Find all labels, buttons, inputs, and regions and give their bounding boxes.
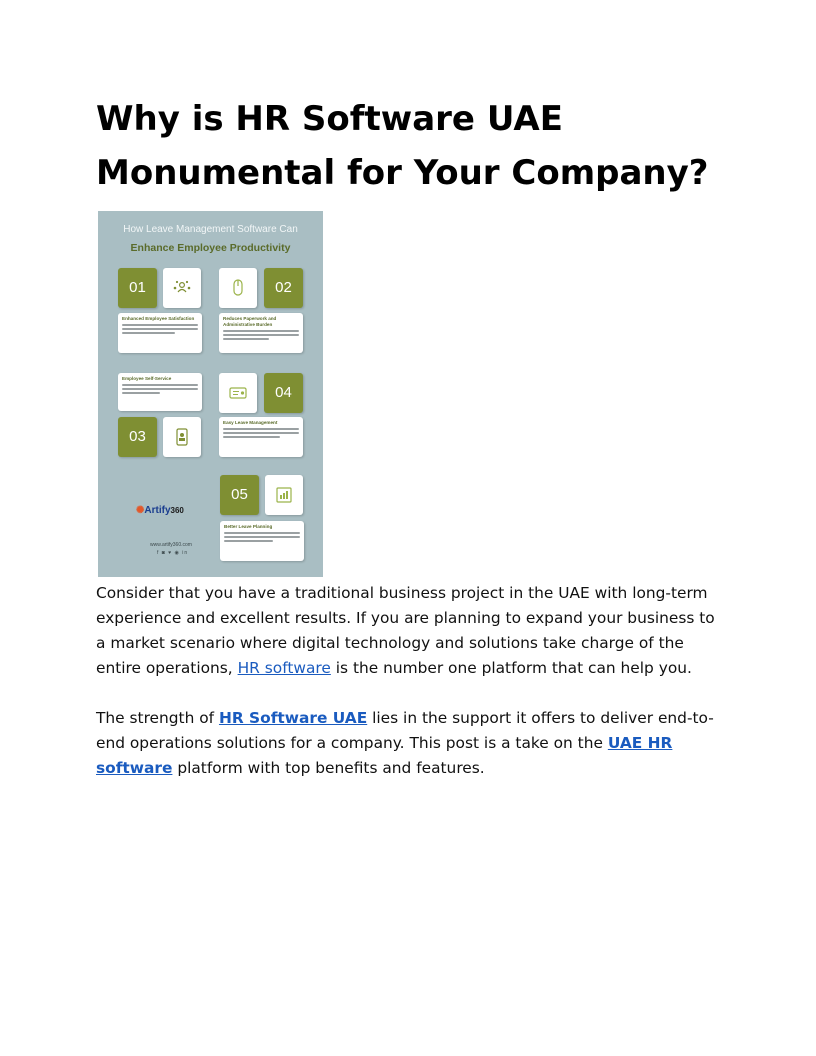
step-heading-05: Better Leave Planning [224, 524, 273, 529]
text-line [224, 540, 273, 542]
step-icon-box-03 [163, 417, 201, 457]
text-line [223, 432, 299, 434]
social-icons: f ◙ ♥ ◉ in [157, 550, 189, 556]
text-line [224, 536, 300, 538]
step-text-box-01 [118, 313, 202, 353]
text-line [223, 338, 269, 340]
step-icon-box-01 [163, 268, 201, 308]
paragraph-text: platform with top benefits and features. [172, 759, 485, 777]
infographic-image [98, 211, 323, 577]
text-line [122, 384, 198, 386]
step-icon-box-02 [219, 268, 257, 308]
infographic-website: www.artify360.com [150, 542, 192, 548]
page-title [96, 92, 736, 200]
paragraph-text: is the number one platform that can help you. [330, 659, 692, 677]
text-line [122, 324, 198, 326]
strength-paragraph [96, 706, 726, 781]
infographic-title-line-2: Enhance Employee Productivity [130, 242, 291, 254]
paragraph-text: Consider that you have a traditional business project in the UAE with long-term experience and excellent results. If you are planning to expand your business to a market scenario where digital technology and solutions take charge of the entire operations, [96, 584, 715, 677]
text-line [224, 532, 300, 534]
text-line [223, 436, 280, 438]
paragraph-text: lies in the support it offers to deliver end-to-end operations solutions for a company. This post is a take on the [96, 709, 714, 752]
text-line [122, 392, 160, 394]
mouse-icon [228, 278, 248, 298]
text-line [122, 328, 198, 330]
paragraph-text: The strength of [96, 709, 219, 727]
step-number-03: 03 [118, 417, 157, 457]
step-number-05: 05 [220, 475, 259, 515]
step-text-box-05 [220, 521, 304, 561]
uae-hr-software-link[interactable]: UAE HR software [96, 734, 673, 777]
step-heading-03: Employee Self-Service [122, 376, 172, 381]
step-heading-02: Reduces Paperwork and Administrative Burden [223, 316, 277, 327]
mobile-profile-icon [172, 427, 192, 447]
text-line [122, 388, 198, 390]
text-line [122, 332, 175, 334]
people-network-icon [172, 278, 192, 298]
intro-paragraph [96, 581, 726, 681]
id-card-icon [228, 383, 248, 403]
step-number-04: 04 [264, 373, 303, 413]
step-text-box-03 [118, 373, 202, 411]
artify-logo [136, 505, 184, 516]
logo-mark-icon: ✺ [136, 505, 145, 516]
step-heading-04: Easy Leave Management [223, 420, 278, 425]
step-text-box-04 [219, 417, 303, 457]
text-line [223, 334, 299, 336]
text-line [223, 330, 299, 332]
infographic-title-line-1: How Leave Management Software Can [123, 224, 298, 235]
text-line [223, 428, 299, 430]
step-text-box-02 [219, 313, 303, 353]
hr-software-link[interactable]: HR software [237, 659, 331, 677]
step-heading-01: Enhanced Employee Satisfaction [122, 316, 195, 321]
logo-number: 360 [170, 506, 184, 515]
hr-software-uae-link[interactable]: HR Software UAE [218, 709, 368, 727]
page-title-line-1: Why is HR Software UAE [96, 99, 563, 139]
step-icon-box-05 [265, 475, 303, 515]
step-number-02: 02 [264, 268, 303, 308]
logo-text: Artify [144, 505, 171, 516]
step-number-01: 01 [118, 268, 157, 308]
step-icon-box-04 [219, 373, 257, 413]
page-title-line-2: Monumental for Your Company? [96, 153, 709, 193]
chart-document-icon [274, 485, 294, 505]
